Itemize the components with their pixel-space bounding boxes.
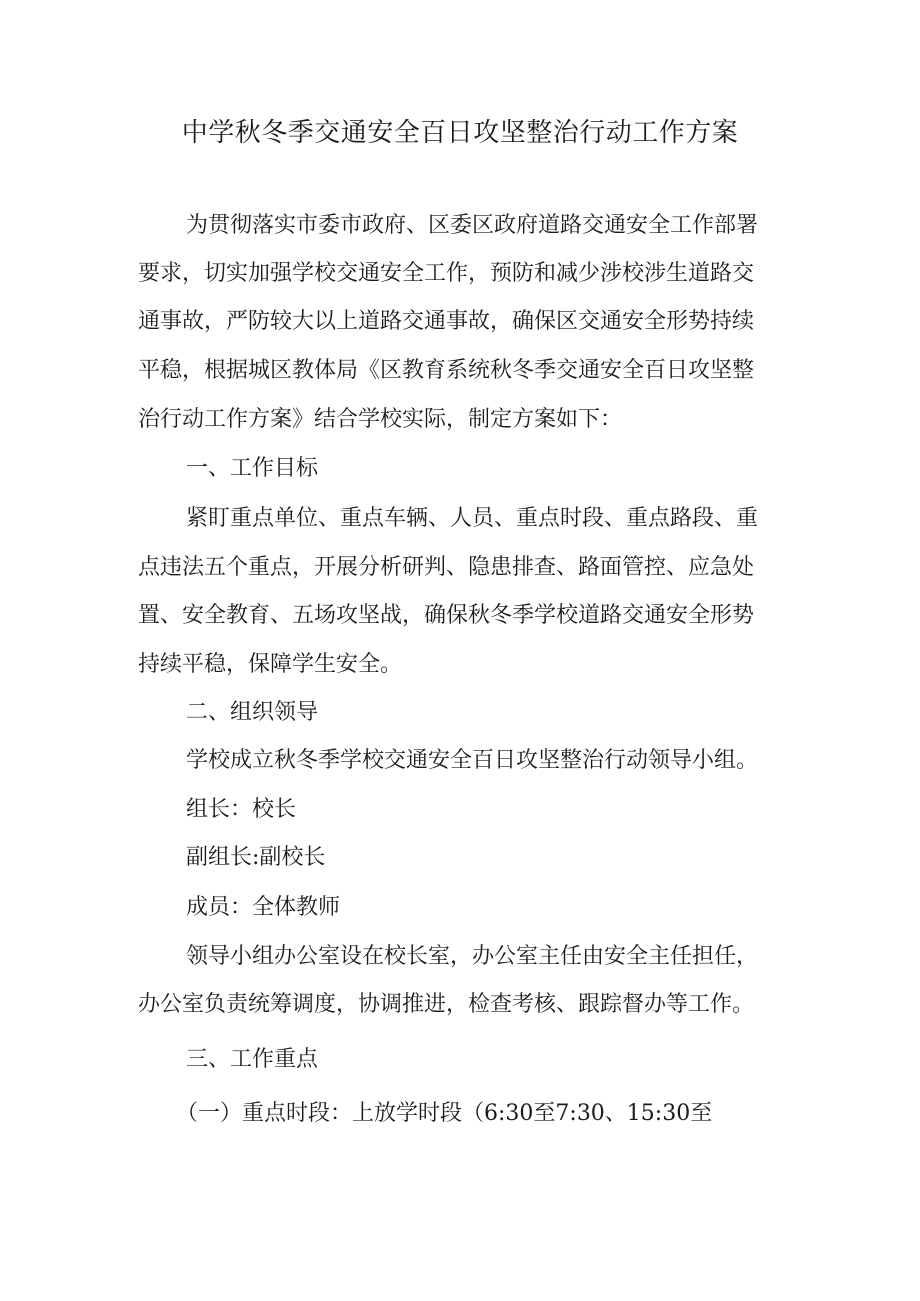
section-body-line: 领导小组办公室设在校长室，办公室主任由安全主任担任， bbox=[186, 944, 759, 969]
intro-line: 为贯彻落实市委市政府、区委区政府道路交通安全工作部署 bbox=[186, 213, 759, 238]
section-body-line: 学校成立秋冬季学校交通安全百日攻坚整治行动领导小组。 bbox=[186, 748, 759, 773]
document-title: 中学秋冬季交通安全百日攻坚整治行动工作方案 bbox=[181, 118, 739, 148]
section-body-line: 组长：校长 bbox=[186, 797, 297, 822]
section-body-line: 紧盯重点单位、重点车辆、人员、重点时段、重点路段、重 bbox=[186, 506, 759, 531]
section-item: （一）重点时段：上放学时段（6:30至7:30、15:30至 bbox=[176, 1101, 713, 1126]
section-heading: 一、工作目标 bbox=[186, 456, 319, 481]
section-body-line: 副组长:副校长 bbox=[186, 845, 326, 870]
section-body-line: 置、安全教育、五场攻坚战，确保秋冬季学校道路交通安全形势 bbox=[138, 603, 755, 628]
section-body-line: 成员：全体教师 bbox=[186, 895, 341, 920]
section-heading: 二、组织领导 bbox=[186, 700, 319, 725]
section-body-line: 持续平稳，保障学生安全。 bbox=[138, 652, 403, 677]
intro-line: 要求，切实加强学校交通安全工作，预防和减少涉校涉生道路交 bbox=[138, 261, 755, 286]
intro-line: 通事故，严防较大以上道路交通事故，确保区交通安全形势持续 bbox=[138, 309, 755, 334]
intro-line: 平稳，根据城区教体局《区教育系统秋冬季交通安全百日攻坚整 bbox=[138, 358, 755, 383]
section-body-line: 点违法五个重点，开展分析研判、隐患排查、路面管控、应急处 bbox=[138, 555, 755, 580]
section-body-line: 办公室负责统筹调度，协调推进，检查考核、跟踪督办等工作。 bbox=[138, 992, 755, 1017]
section-heading: 三、工作重点 bbox=[186, 1047, 319, 1072]
intro-line: 治行动工作方案》结合学校实际，制定方案如下： bbox=[138, 407, 623, 432]
